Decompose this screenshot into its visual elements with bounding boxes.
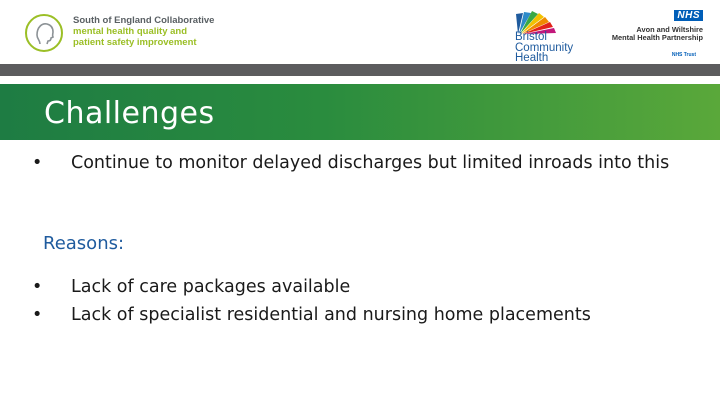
head-profile-icon — [24, 13, 64, 53]
awp-logo-line-3: NHS Trust — [671, 52, 696, 58]
bch-name-line-1: Bristol — [515, 31, 547, 43]
reason-text: Lack of care packages available — [71, 277, 351, 297]
south-of-england-collaborative-logo — [24, 12, 224, 56]
bch-name-line-3: Health — [515, 52, 549, 64]
slide-title: Challenges — [44, 96, 215, 131]
collab-logo-line-1: South of England Collaborative — [73, 15, 215, 26]
awp-logo-line-1: Avon and Wiltshire — [636, 25, 703, 34]
bullet-marker: • — [32, 153, 43, 173]
collab-logo-line-2: mental health quality and — [73, 26, 188, 37]
collab-logo-line-3: patient safety improvement — [73, 37, 197, 48]
avon-wiltshire-nhs-logo — [611, 8, 714, 58]
reason-text: Lack of specialist residential and nursing home placements — [71, 305, 591, 325]
awp-logo-line-2: Mental Health Partnership — [611, 33, 703, 42]
slide-header — [0, 0, 720, 64]
bristol-community-health-logo — [512, 8, 612, 64]
bullet-marker: • — [32, 277, 43, 297]
bullet-marker: • — [32, 305, 43, 325]
nhs-badge: NHS — [674, 10, 703, 21]
bullet-text: Continue to monitor delayed discharges but limited inroads into this — [71, 153, 670, 173]
bch-name-line-2: Community — [515, 41, 574, 54]
reasons-heading: Reasons: — [43, 233, 125, 254]
header-divider-bar — [0, 64, 720, 76]
